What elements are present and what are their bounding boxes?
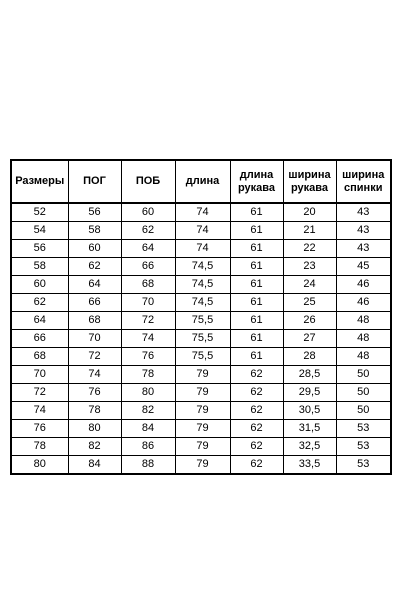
column-header-label: спинки [344,181,383,194]
table-cell-sizes: 62 [11,294,68,312]
table-cell-hip-girth: 88 [121,456,175,475]
column-header-hip-girth [121,160,175,203]
table-row [11,402,391,420]
table-cell-hip-girth: 80 [121,384,175,402]
table-cell-sizes: 56 [11,240,68,258]
table-cell-hip-girth: 72 [121,312,175,330]
table-cell-chest-girth: 70 [68,330,121,348]
table-cell-hip-girth: 70 [121,294,175,312]
table-cell-hip-girth: 78 [121,366,175,384]
column-header-label: ширина [288,168,331,181]
table-cell-sleeve-width: 25 [283,294,336,312]
column-header-label: рукава [290,181,329,194]
table-cell-sleeve-length: 62 [230,420,283,438]
table-cell-sizes: 74 [11,402,68,420]
table-cell-back-width: 50 [336,366,391,384]
table-cell-sleeve-width: 32,5 [283,438,336,456]
table-row [11,456,391,475]
table-cell-chest-girth: 76 [68,384,121,402]
table-cell-back-width: 43 [336,222,391,240]
table-cell-sleeve-length: 61 [230,276,283,294]
table-cell-chest-girth: 72 [68,348,121,366]
table-cell-sleeve-width: 27 [283,330,336,348]
table-cell-chest-girth: 74 [68,366,121,384]
table-cell-sizes: 52 [11,203,68,222]
table-cell-back-width: 43 [336,240,391,258]
table-cell-chest-girth: 56 [68,203,121,222]
table-row [11,258,391,276]
table-cell-hip-girth: 84 [121,420,175,438]
table-cell-chest-girth: 68 [68,312,121,330]
table-cell-hip-girth: 62 [121,222,175,240]
table-cell-hip-girth: 74 [121,330,175,348]
table-cell-back-width: 50 [336,384,391,402]
table-cell-back-width: 48 [336,348,391,366]
table-row [11,294,391,312]
table-cell-sleeve-width: 21 [283,222,336,240]
column-header-chest-girth [68,160,121,203]
table-cell-sleeve-length: 62 [230,456,283,475]
table-row [11,384,391,402]
table-cell-chest-girth: 66 [68,294,121,312]
table-cell-back-width: 43 [336,203,391,222]
table-cell-length: 74,5 [175,258,230,276]
table-cell-length: 74 [175,240,230,258]
column-header-sizes [11,160,68,203]
table-cell-hip-girth: 60 [121,203,175,222]
table-cell-sleeve-length: 61 [230,240,283,258]
table-row [11,348,391,366]
table-row [11,240,391,258]
table-cell-sleeve-length: 62 [230,438,283,456]
table-cell-length: 79 [175,456,230,475]
column-header-back-width [336,160,391,203]
table-cell-length: 79 [175,438,230,456]
table-cell-sleeve-width: 28,5 [283,366,336,384]
column-header-label: рукава [237,181,276,194]
table-row [11,312,391,330]
column-header-length [175,160,230,203]
table-cell-sleeve-length: 61 [230,330,283,348]
table-row [11,203,391,222]
table-cell-sizes: 68 [11,348,68,366]
size-chart-table [10,159,392,475]
table-cell-sleeve-width: 33,5 [283,456,336,475]
column-header-label: ПОБ [135,175,161,187]
table-cell-hip-girth: 76 [121,348,175,366]
table-cell-length: 74,5 [175,294,230,312]
table-cell-sleeve-width: 28 [283,348,336,366]
header-row [11,160,391,203]
table-cell-chest-girth: 58 [68,222,121,240]
table-cell-sleeve-width: 20 [283,203,336,222]
table-row [11,420,391,438]
table-cell-back-width: 48 [336,312,391,330]
table-cell-sleeve-width: 26 [283,312,336,330]
table-cell-hip-girth: 82 [121,402,175,420]
table-cell-sizes: 76 [11,420,68,438]
table-cell-length: 75,5 [175,330,230,348]
table-header [11,160,391,203]
table-cell-back-width: 53 [336,420,391,438]
table-cell-length: 74 [175,222,230,240]
column-header-label: Размеры [15,175,65,187]
table-row [11,330,391,348]
table-cell-sleeve-width: 22 [283,240,336,258]
table-cell-sleeve-length: 61 [230,348,283,366]
table-row [11,366,391,384]
table-cell-length: 79 [175,384,230,402]
table-cell-length: 75,5 [175,312,230,330]
table-cell-sizes: 80 [11,456,68,475]
table-cell-back-width: 50 [336,402,391,420]
table-cell-sleeve-length: 62 [230,402,283,420]
table-cell-hip-girth: 66 [121,258,175,276]
table-cell-sleeve-length: 61 [230,312,283,330]
table-cell-length: 74 [175,203,230,222]
table-cell-back-width: 46 [336,276,391,294]
table-cell-length: 79 [175,420,230,438]
table-cell-sleeve-width: 29,5 [283,384,336,402]
table-cell-chest-girth: 84 [68,456,121,475]
table-cell-hip-girth: 64 [121,240,175,258]
table-cell-hip-girth: 68 [121,276,175,294]
table-cell-chest-girth: 78 [68,402,121,420]
table-cell-sizes: 70 [11,366,68,384]
table-cell-chest-girth: 62 [68,258,121,276]
table-cell-sleeve-width: 30,5 [283,402,336,420]
table-cell-chest-girth: 82 [68,438,121,456]
table-cell-sleeve-length: 61 [230,203,283,222]
table-cell-sizes: 58 [11,258,68,276]
table-cell-length: 74,5 [175,276,230,294]
table-body [11,203,391,474]
table-cell-hip-girth: 86 [121,438,175,456]
table-cell-sizes: 66 [11,330,68,348]
table-cell-back-width: 48 [336,330,391,348]
column-header-label: ширина [342,168,385,181]
table-cell-sleeve-width: 31,5 [283,420,336,438]
table-cell-sleeve-width: 24 [283,276,336,294]
table-cell-back-width: 46 [336,294,391,312]
table-cell-chest-girth: 80 [68,420,121,438]
table-cell-sizes: 72 [11,384,68,402]
table-cell-sleeve-length: 61 [230,258,283,276]
table-cell-back-width: 53 [336,456,391,475]
table-cell-length: 79 [175,366,230,384]
table-row [11,438,391,456]
column-header-sleeve-width [283,160,336,203]
table-cell-length: 75,5 [175,348,230,366]
table-row [11,276,391,294]
table-cell-sizes: 78 [11,438,68,456]
table-cell-chest-girth: 60 [68,240,121,258]
column-header-sleeve-length [230,160,283,203]
column-header-label: длина [239,168,274,181]
table-row [11,222,391,240]
table-cell-back-width: 53 [336,438,391,456]
table-cell-sizes: 60 [11,276,68,294]
column-header-label: длина [185,175,220,187]
table-cell-sleeve-length: 62 [230,366,283,384]
table-cell-sleeve-length: 61 [230,294,283,312]
table-cell-sizes: 54 [11,222,68,240]
table-cell-sleeve-length: 62 [230,384,283,402]
table-cell-sizes: 64 [11,312,68,330]
table-cell-back-width: 45 [336,258,391,276]
table-cell-sleeve-width: 23 [283,258,336,276]
column-header-label: ПОГ [83,175,106,187]
table-cell-sleeve-length: 61 [230,222,283,240]
table-cell-chest-girth: 64 [68,276,121,294]
table-cell-length: 79 [175,402,230,420]
